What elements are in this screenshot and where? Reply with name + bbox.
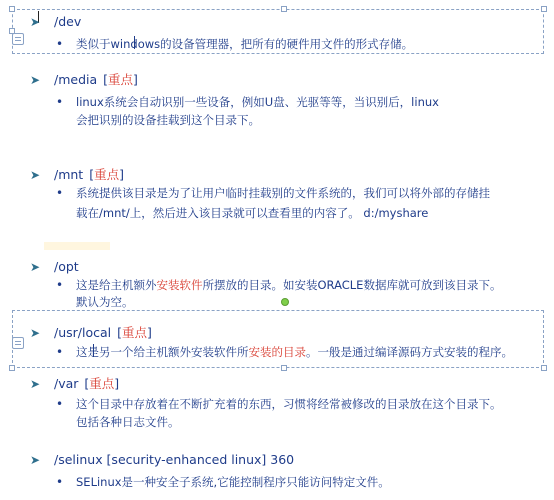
highlight-block — [44, 242, 110, 250]
section-heading-selinux — [30, 452, 294, 468]
line-text: 包括各种日志文件。 — [76, 415, 180, 429]
section-line-continuation — [76, 414, 180, 430]
section-path: /opt — [53, 259, 79, 274]
line-text-part-3: 。一般是通过编译源码方式安装的程序。 — [306, 345, 513, 359]
section-heading-media — [30, 72, 138, 88]
section-tag: [重点] — [103, 72, 138, 87]
line-text-part-1: 这是给主机额外 — [76, 278, 157, 292]
section-heading-usr-local — [30, 325, 152, 341]
bullet-arrow-icon: ➤ — [30, 168, 41, 182]
line-text: SELinux是一种安全子系统,它能控制程序只能访问特定文件。 — [76, 475, 390, 489]
tag-text: 重点 — [89, 376, 115, 391]
line-text: 载在/mnt/上，然后进入该目录就可以查看里的内容了。 d:/myshare — [76, 206, 429, 220]
resize-handle-bottom-left[interactable] — [9, 365, 15, 371]
bullet-arrow-icon: ➤ — [30, 260, 41, 274]
line-text-part-3: 所摆放的目录。如安装ORACLE数据库就可放到该目录下。 — [202, 278, 502, 292]
section-line — [56, 36, 414, 52]
section-tag: [重点] — [84, 376, 120, 391]
line-text-part-2: 安装软件 — [156, 278, 203, 292]
resize-handle-bottom-right[interactable] — [541, 365, 547, 371]
section-line-continuation — [76, 294, 134, 310]
section-path: /var — [53, 376, 79, 391]
line-text: 会把识别的设备挂载到这个目录下。 — [76, 113, 260, 127]
bullet-dot-icon: • — [56, 397, 64, 411]
resize-handle-top-right[interactable] — [541, 6, 547, 12]
section-line — [56, 396, 502, 412]
line-text: 系统提供该目录是为了让用户临时挂载别的文件系统的，我们可以将外部的存储挂 — [76, 186, 490, 200]
section-path: /usr/local — [53, 325, 112, 340]
bullet-dot-icon: • — [56, 95, 64, 109]
section-heading-mnt — [30, 167, 124, 183]
line-text: 类似于windows的设备管理器，把所有的硬件用文件的形式存储。 — [76, 37, 414, 51]
text-frame-icon-2 — [12, 337, 24, 349]
section-line — [56, 344, 513, 360]
tag-text: 重点 — [94, 167, 120, 182]
section-heading-var — [30, 376, 119, 392]
line-text: 这个目录中存放着在不断扩充着的东西，习惯将经常被修改的目录放在这个目录下。 — [76, 397, 502, 411]
section-line — [56, 185, 490, 201]
section-line — [56, 474, 390, 490]
section-heading-opt — [30, 259, 79, 275]
section-path: /media — [53, 72, 98, 87]
section-line-continuation — [76, 205, 428, 221]
line-text-part-2: 安装的目录 — [248, 345, 306, 359]
line-text-part-1: 这是另一个给主机额外安装软件所 — [76, 345, 249, 359]
bullet-dot-icon: • — [56, 186, 64, 200]
bullet-dot-icon: • — [56, 475, 64, 489]
section-path: /selinux [security-enhanced linux] 360 — [53, 452, 295, 467]
bullet-dot-icon: • — [56, 345, 64, 359]
section-line — [56, 94, 439, 110]
section-path: /mnt — [53, 167, 84, 182]
tag-text: 重点 — [121, 325, 147, 340]
resize-handle-bottom-center[interactable] — [281, 365, 287, 371]
resize-handle-top-center[interactable] — [281, 6, 287, 12]
rotation-handle[interactable] — [281, 298, 289, 306]
bullet-arrow-icon: ➤ — [30, 377, 41, 391]
bullet-arrow-icon: ➤ — [30, 453, 41, 467]
section-line-continuation — [76, 112, 260, 128]
tag-text: 重点 — [108, 72, 134, 87]
bullet-arrow-icon: ➤ — [30, 326, 41, 340]
resize-handle-top-left[interactable] — [9, 6, 15, 12]
bullet-arrow-icon: ➤ — [30, 73, 41, 87]
section-heading-dev — [30, 14, 81, 30]
bullet-arrow-icon: ➤ — [30, 15, 41, 29]
text-frame-icon — [12, 33, 24, 45]
bullet-dot-icon: • — [56, 37, 64, 51]
line-text: linux系统会自动识别一些设备，例如U盘、光驱等等，当识别后，linux — [76, 95, 439, 109]
line-text: 默认为空。 — [76, 295, 134, 309]
section-tag: [重点] — [117, 325, 152, 340]
section-path: /dev — [53, 14, 82, 29]
section-line — [56, 277, 502, 293]
section-tag: [重点] — [89, 167, 124, 182]
bullet-dot-icon: • — [56, 278, 64, 292]
